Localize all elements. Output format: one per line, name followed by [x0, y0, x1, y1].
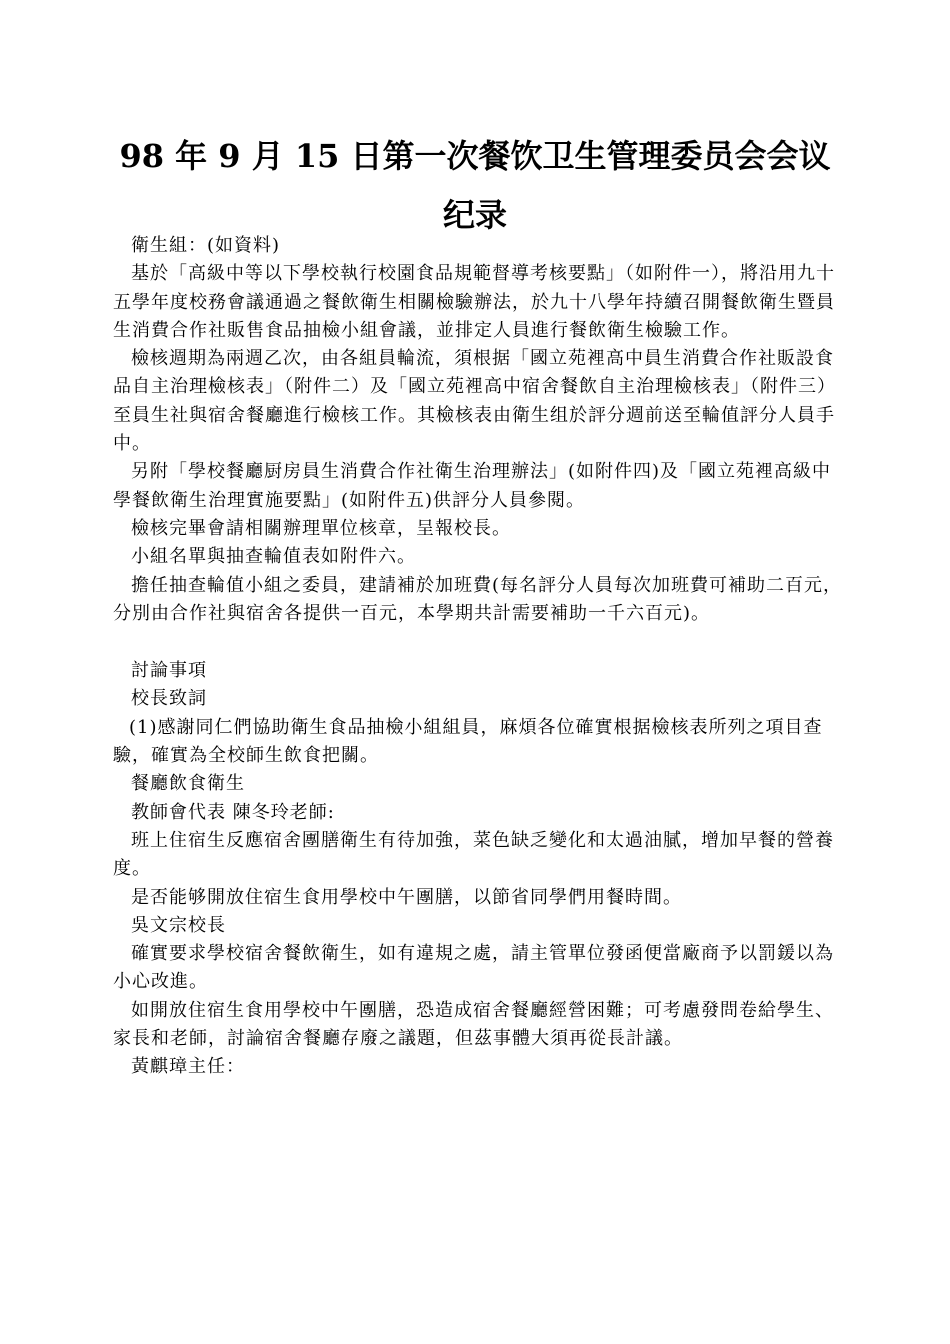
- paragraph: 如開放住宿生食用學校中午團膳，恐造成宿舍餐廳經營困難；可考慮發問卷給學生、家長和老師，討論宿舍餐廳存廢之議題，但茲事體大須再從長計議。: [113, 999, 834, 1050]
- section-heading: 討論事項: [131, 660, 207, 682]
- paragraph: 是否能够開放住宿生食用學校中午團膳，以節省同學們用餐時間。: [131, 886, 682, 908]
- section-heading: 校長致詞: [131, 688, 207, 710]
- paragraph: 小組名單與抽查輪值表如附件六。: [131, 546, 416, 568]
- paragraph: 擔任抽查輪值小組之委員，建請補於加班費(每名評分人員每次加班費可補助二百元，分別由合作社與宿舍各提供一百元，本學期共計需要補助一千六百元)。: [113, 574, 843, 624]
- blank-line: [113, 628, 843, 657]
- paragraph: 檢核完畢會請相關辦理單位核章，呈報校長。: [131, 517, 511, 539]
- paragraph: (1)感謝同仁們協助衛生食品抽檢小組組員，麻煩各位確實根据檢核表所列之項目查驗，確實為全校師生飲食把關。: [113, 716, 823, 767]
- paragraph: 檢核週期為兩週乙次，由各組員輪流，須根据「國立苑裡高中員生消費合作社販設食品自主治理檢核表」（附件二）及「國立苑裡高中宿舍餐飲自主治理檢核表」（附件三）至員生社與宿舍餐廳進行檢核工作。其檢核表由衛生组於評分週前送至輪值評分人員手中。: [113, 348, 836, 455]
- section-heading: 餐廳飲食衛生: [131, 773, 245, 795]
- document-title-line-2: 纪录: [442, 196, 507, 234]
- speaker-label: 吳文宗校長: [131, 914, 226, 936]
- speaker-label: 黃麒璋主任：: [131, 1056, 245, 1078]
- document-title-line-1: 98 年 9 月 15 日第一次餐饮卫生管理委员会会议: [119, 137, 831, 175]
- paragraph: 確實要求學校宿舍餐飲衛生，如有違規之處，請主管單位發函便當廠商予以罰鍰以為小心改進。: [113, 943, 834, 993]
- paragraph: 另附「學校餐廳厨房員生消費合作社衛生治理辦法」(如附件四)及「國立苑裡高級中學餐飲衛生治理實施要點」(如附件五)供評分人員參閱。: [113, 461, 832, 511]
- paragraph: 基於「高級中等以下學校執行校園食品規範督導考核要點」（如附件一），將沿用九十五學年度校務會議通過之餐飲衛生相關檢驗辦法，於九十八學年持續召開餐飲衛生暨員生消費合作社販售食品抽檢小組會議，並排定人員進行餐飲衛生檢驗工作。: [113, 263, 835, 341]
- paragraph: 班上住宿生反應宿舍團膳衛生有待加強，菜色缺乏變化和太過油膩，增加早餐的營養度。: [113, 829, 834, 880]
- speaker-label: 教師會代表 陳冬玲老師:: [131, 801, 335, 823]
- document-body: [113, 232, 843, 1082]
- paragraph: 衛生組：(如資料): [131, 235, 281, 256]
